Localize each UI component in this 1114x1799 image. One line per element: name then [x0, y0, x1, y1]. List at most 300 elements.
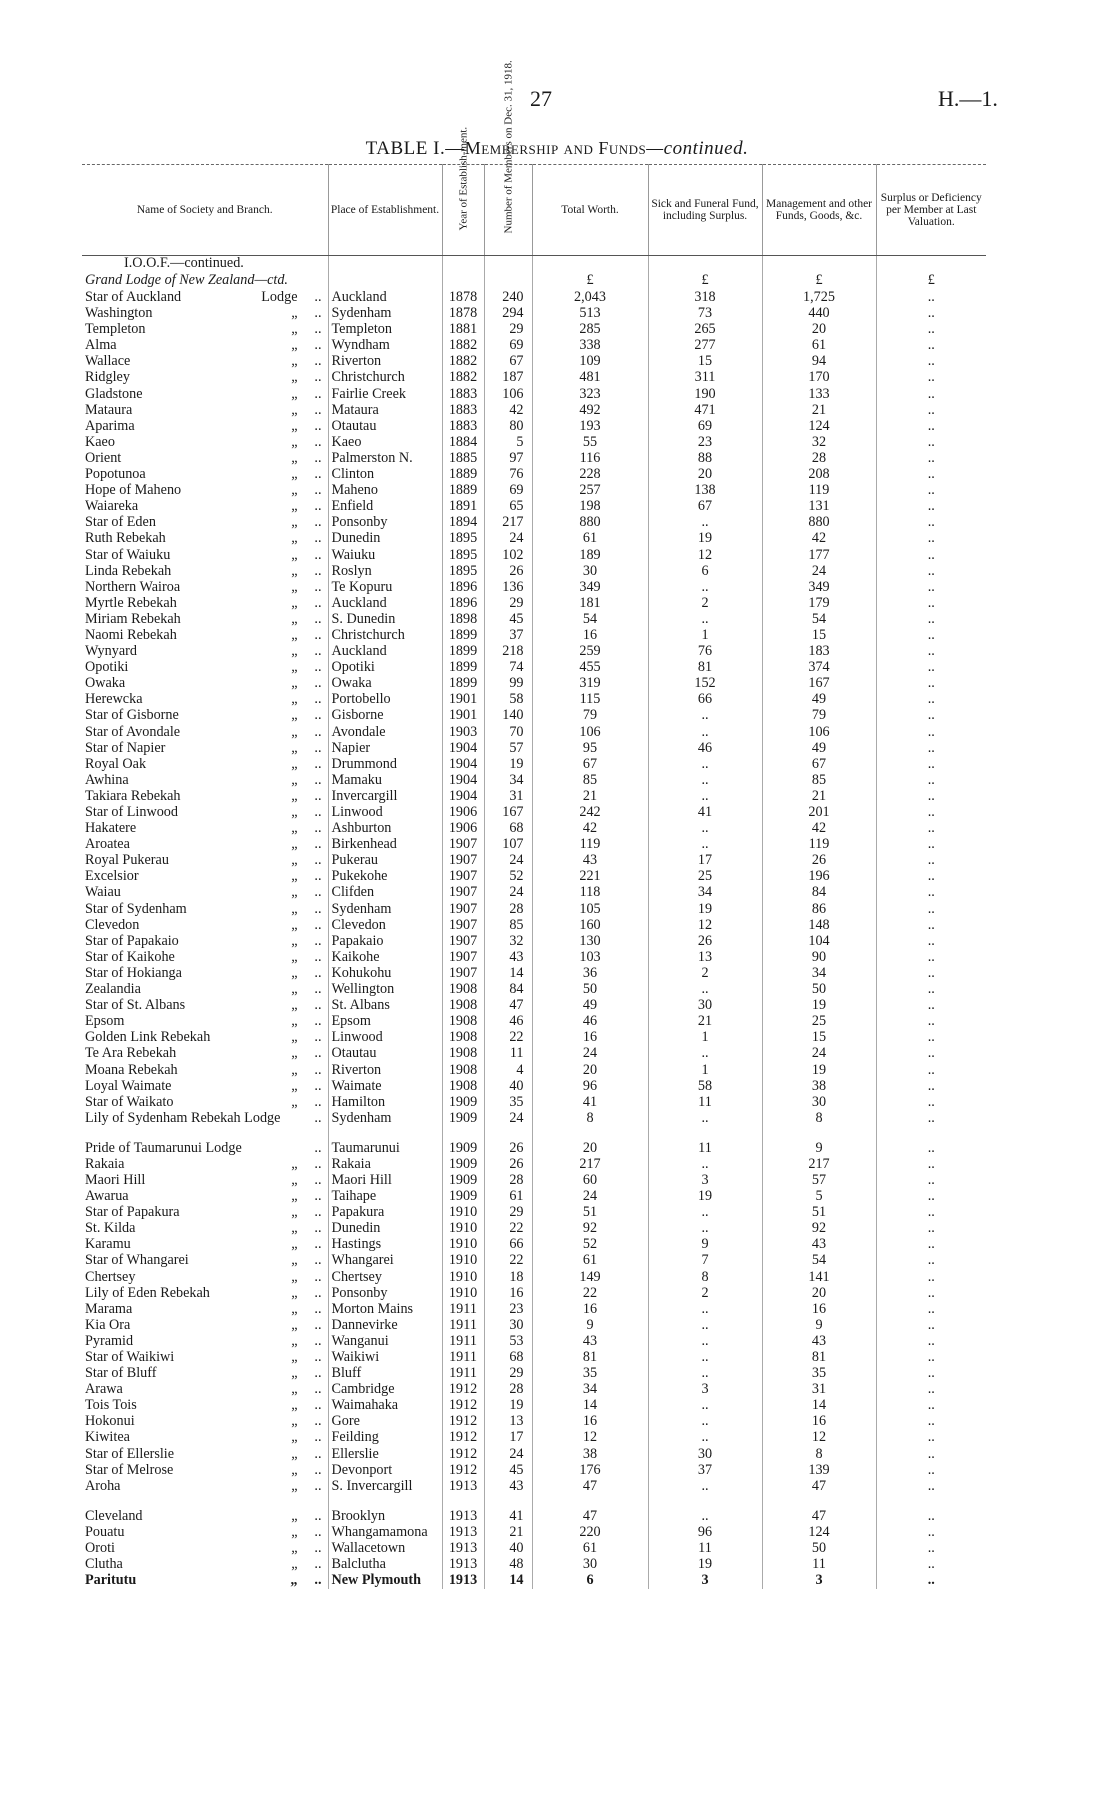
surplus-cell: ..: [876, 805, 986, 821]
sick-fund-cell: ..: [648, 515, 762, 531]
members-cell: 14: [484, 966, 532, 982]
year-cell: 1910: [442, 1270, 484, 1286]
branch-type: „: [291, 1172, 298, 1188]
branch-type: „: [291, 531, 298, 547]
surplus-cell: ..: [876, 837, 986, 853]
page-number: 27: [530, 86, 552, 111]
branch-name: Epsom: [85, 1014, 125, 1030]
place-of-establishment: Linwood: [331, 805, 383, 820]
branch-name-cell: [82, 741, 328, 757]
total-worth-cell: 21: [532, 789, 648, 805]
surplus-cell: ..: [876, 1509, 986, 1525]
members-cell: 19: [484, 757, 532, 773]
leader-dots: ..: [314, 1398, 322, 1414]
col-header-total-worth: Total Worth.: [532, 165, 648, 256]
surplus-cell: ..: [876, 741, 986, 757]
branch-name: Rakaia: [85, 1156, 125, 1172]
place-of-establishment: Te Kopuru: [331, 579, 393, 595]
table-row: [82, 1447, 986, 1463]
surplus-cell: ..: [876, 515, 986, 531]
management-cell: 12: [762, 1430, 876, 1446]
year-cell: 1910: [442, 1253, 484, 1269]
leader-dots: ..: [314, 434, 322, 450]
branch-name-cell: [82, 1509, 328, 1525]
leader-dots: ..: [314, 467, 322, 483]
table-row: [82, 338, 986, 354]
management-cell: 20: [762, 1286, 876, 1302]
branch-name: Marama: [85, 1301, 133, 1317]
branch-name: Golden Link Rebekah: [85, 1030, 211, 1046]
year-cell: 1910: [442, 1221, 484, 1237]
branch-name: Te Ara Rebekah: [85, 1046, 177, 1062]
branch-name: Star of Eden: [85, 515, 156, 531]
place-of-establishment: Fairlie Creek: [331, 386, 406, 402]
total-worth-cell: 9: [532, 1318, 648, 1334]
place-cell: [328, 1541, 442, 1557]
branch-type: „: [291, 579, 298, 595]
branch-type: „: [291, 998, 298, 1014]
year-cell: 1913: [442, 1525, 484, 1541]
table-row: [82, 934, 986, 950]
members-cell: 16: [484, 1286, 532, 1302]
table-row: [82, 1463, 986, 1479]
sick-fund-cell: 11: [648, 1541, 762, 1557]
branch-type: „: [291, 1189, 298, 1205]
place-cell: [328, 725, 442, 741]
branch-name: Gladstone: [85, 386, 143, 402]
branch-name-cell: [82, 1014, 328, 1030]
branch-name-cell: [82, 1525, 328, 1541]
branch-name-cell: [82, 1157, 328, 1173]
branch-name-cell: [82, 1286, 328, 1302]
branch-name-cell: [82, 773, 328, 789]
place-cell: [328, 1525, 442, 1541]
place-cell: [328, 1286, 442, 1302]
management-cell: 24: [762, 1046, 876, 1062]
table-row: [82, 982, 986, 998]
leader-dots: ..: [314, 1382, 322, 1398]
leader-dots: ..: [314, 1524, 322, 1540]
place-cell: [328, 1063, 442, 1079]
table-row: [82, 1173, 986, 1189]
place-cell: [328, 290, 442, 306]
branch-name: Star of Ellerslie: [85, 1446, 175, 1462]
management-cell: 9: [762, 1318, 876, 1334]
place-of-establishment: Kaeo: [331, 434, 362, 450]
sick-fund-cell: ..: [648, 1414, 762, 1430]
branch-type: „: [291, 982, 298, 998]
surplus-cell: ..: [876, 1350, 986, 1366]
year-cell: 1907: [442, 934, 484, 950]
management-cell: 21: [762, 789, 876, 805]
place-of-establishment: Auckland: [331, 595, 387, 611]
sick-fund-cell: 58: [648, 1079, 762, 1095]
surplus-cell: ..: [876, 531, 986, 547]
management-cell: 50: [762, 982, 876, 998]
branch-type: „: [291, 1078, 298, 1094]
place-of-establishment: Papakura: [331, 1205, 385, 1221]
branch-name-cell: [82, 1205, 328, 1221]
branch-type: „: [291, 1462, 298, 1478]
branch-type: „: [291, 949, 298, 965]
leader-dots: ..: [314, 1285, 322, 1301]
management-cell: 19: [762, 998, 876, 1014]
leader-dots: ..: [314, 579, 322, 595]
branch-type: „: [291, 1301, 298, 1317]
leader-dots: ..: [314, 386, 322, 402]
place-cell: [328, 628, 442, 644]
total-worth-cell: 12: [532, 1430, 648, 1446]
surplus-cell: ..: [876, 966, 986, 982]
place-cell: [328, 403, 442, 419]
branch-type: „: [291, 1398, 298, 1414]
place-cell: [328, 660, 442, 676]
table-row: [82, 1253, 986, 1269]
leader-dots: ..: [314, 660, 322, 676]
year-cell: 1908: [442, 1079, 484, 1095]
members-cell: 136: [484, 580, 532, 596]
leader-dots: ..: [314, 676, 322, 692]
branch-name-cell: [82, 435, 328, 451]
members-cell: 30: [484, 1318, 532, 1334]
branch-name-cell: [82, 676, 328, 692]
total-worth-cell: 95: [532, 741, 648, 757]
total-worth-cell: 43: [532, 853, 648, 869]
year-cell: 1910: [442, 1237, 484, 1253]
leader-dots: ..: [314, 1030, 322, 1046]
surplus-cell: ..: [876, 789, 986, 805]
leader-dots: ..: [314, 1014, 322, 1030]
place-cell: [328, 741, 442, 757]
place-cell: [328, 934, 442, 950]
surplus-cell: ..: [876, 1095, 986, 1111]
members-cell: 22: [484, 1221, 532, 1237]
year-cell: 1898: [442, 612, 484, 628]
table-row: [82, 1157, 986, 1173]
table-row: [82, 1479, 986, 1509]
table-row: [82, 837, 986, 853]
members-cell: 4: [484, 1063, 532, 1079]
year-cell: 1891: [442, 499, 484, 515]
members-cell: 29: [484, 596, 532, 612]
leader-dots: ..: [314, 821, 322, 837]
members-cell: 26: [484, 1141, 532, 1157]
branch-type: „: [291, 1253, 298, 1269]
surplus-cell: ..: [876, 885, 986, 901]
total-worth-cell: 492: [532, 403, 648, 419]
year-cell: 1907: [442, 869, 484, 885]
table-row: [82, 1205, 986, 1221]
place-cell: [328, 564, 442, 580]
place-cell: [328, 998, 442, 1014]
year-cell: 1889: [442, 483, 484, 499]
members-cell: 47: [484, 998, 532, 1014]
leader-dots: ..: [314, 370, 322, 386]
branch-name-cell: [82, 982, 328, 998]
total-worth-cell: 30: [532, 1557, 648, 1573]
place-of-establishment: Ashburton: [331, 821, 392, 837]
place-of-establishment: Palmerston N.: [331, 450, 413, 466]
members-cell: 26: [484, 1157, 532, 1173]
members-cell: 37: [484, 628, 532, 644]
branch-name-cell: [82, 467, 328, 483]
leader-dots: ..: [314, 853, 322, 869]
place-cell: [328, 1350, 442, 1366]
sick-fund-cell: ..: [648, 708, 762, 724]
total-worth-cell: 24: [532, 1189, 648, 1205]
table-row: [82, 805, 986, 821]
sick-fund-cell: 265: [648, 322, 762, 338]
place-of-establishment: Roslyn: [331, 563, 372, 579]
table-row: [82, 515, 986, 531]
management-cell: 196: [762, 869, 876, 885]
surplus-cell: ..: [876, 1463, 986, 1479]
year-cell: 1899: [442, 644, 484, 660]
place-of-establishment: Ponsonby: [331, 515, 388, 531]
total-worth-cell: 16: [532, 1414, 648, 1430]
table-row: [82, 757, 986, 773]
table-row: [82, 1237, 986, 1253]
year-cell: 1882: [442, 354, 484, 370]
branch-name-cell: [82, 966, 328, 982]
leader-dots: ..: [314, 1205, 322, 1221]
branch-type: „: [291, 708, 298, 724]
total-worth-cell: 116: [532, 451, 648, 467]
place-cell: [328, 676, 442, 692]
surplus-cell: ..: [876, 1141, 986, 1157]
year-cell: 1910: [442, 1205, 484, 1221]
table-row: [82, 1382, 986, 1398]
branch-name-cell: [82, 1111, 328, 1141]
sick-fund-cell: 20: [648, 467, 762, 483]
place-cell: [328, 1430, 442, 1446]
branch-type: „: [291, 1205, 298, 1221]
members-cell: 23: [484, 1302, 532, 1318]
year-cell: 1912: [442, 1414, 484, 1430]
sick-fund-cell: 13: [648, 950, 762, 966]
branch-name: Kaeo: [85, 434, 115, 450]
branch-type: „: [291, 869, 298, 885]
sick-fund-cell: ..: [648, 982, 762, 998]
sick-fund-cell: 19: [648, 531, 762, 547]
table-row: [82, 1141, 986, 1157]
leader-dots: ..: [314, 869, 322, 885]
year-cell: 1913: [442, 1479, 484, 1509]
year-cell: 1889: [442, 467, 484, 483]
currency-surplus: £: [876, 273, 986, 290]
place-cell: [328, 821, 442, 837]
management-cell: 349: [762, 580, 876, 596]
management-cell: 104: [762, 934, 876, 950]
members-cell: 22: [484, 1253, 532, 1269]
branch-type: „: [291, 1414, 298, 1430]
surplus-cell: ..: [876, 998, 986, 1014]
sick-fund-cell: 277: [648, 338, 762, 354]
sick-fund-cell: 66: [648, 692, 762, 708]
surplus-cell: ..: [876, 387, 986, 403]
total-worth-cell: 41: [532, 1095, 648, 1111]
branch-name-cell: [82, 1270, 328, 1286]
branch-type: „: [291, 1350, 298, 1365]
branch-name: Ridgley: [85, 370, 130, 386]
branch-name: Pyramid: [85, 1333, 134, 1349]
table-row: [82, 467, 986, 483]
members-cell: 11: [484, 1046, 532, 1062]
place-cell: [328, 1189, 442, 1205]
members-cell: 218: [484, 644, 532, 660]
year-cell: 1895: [442, 531, 484, 547]
branch-name-cell: [82, 580, 328, 596]
place-of-establishment: Clifden: [331, 885, 375, 901]
surplus-cell: ..: [876, 499, 986, 515]
total-worth-cell: 115: [532, 692, 648, 708]
place-cell: [328, 773, 442, 789]
branch-name-cell: [82, 531, 328, 547]
management-cell: 86: [762, 902, 876, 918]
leader-dots: ..: [314, 418, 322, 434]
place-of-establishment: Portobello: [331, 692, 391, 708]
management-cell: 201: [762, 805, 876, 821]
col-header-members: Number of Members on Dec. 31, 1918.: [484, 165, 532, 256]
branch-type: „: [291, 1366, 298, 1382]
table-row: [82, 370, 986, 386]
year-cell: 1912: [442, 1382, 484, 1398]
table-row: [82, 596, 986, 612]
branch-type: „: [291, 1446, 298, 1462]
sick-fund-cell: 41: [648, 805, 762, 821]
total-worth-cell: 217: [532, 1157, 648, 1173]
management-cell: 139: [762, 1463, 876, 1479]
sick-fund-cell: ..: [648, 580, 762, 596]
year-cell: 1885: [442, 451, 484, 467]
branch-type: „: [291, 644, 298, 660]
year-cell: 1895: [442, 548, 484, 564]
total-worth-cell: 130: [532, 934, 648, 950]
branch-name-cell: [82, 564, 328, 580]
table-row: [82, 354, 986, 370]
leader-dots: ..: [314, 933, 322, 949]
place-of-establishment: Waikiwi: [331, 1350, 380, 1365]
leader-dots: ..: [314, 1414, 322, 1430]
leader-dots: ..: [314, 1573, 322, 1589]
total-worth-cell: 61: [532, 531, 648, 547]
members-cell: 107: [484, 837, 532, 853]
place-cell: [328, 548, 442, 564]
place-of-establishment: Morton Mains: [331, 1301, 414, 1317]
surplus-cell: ..: [876, 403, 986, 419]
surplus-cell: ..: [876, 306, 986, 322]
branch-name: Owaka: [85, 676, 126, 692]
place-of-establishment: Hastings: [331, 1237, 382, 1253]
header-row: [82, 165, 986, 256]
place-cell: [328, 1141, 442, 1157]
place-cell: [328, 1573, 442, 1589]
sick-fund-cell: 34: [648, 885, 762, 901]
branch-name: Lily of Eden Rebekah: [85, 1285, 210, 1301]
year-cell: 1908: [442, 1046, 484, 1062]
members-cell: 69: [484, 338, 532, 354]
branch-name: Royal Pukerau: [85, 853, 169, 869]
surplus-cell: ..: [876, 1479, 986, 1509]
place-of-establishment: Otautau: [331, 1046, 377, 1062]
management-cell: 24: [762, 564, 876, 580]
place-cell: [328, 1447, 442, 1463]
branch-type: „: [291, 1430, 298, 1446]
branch-name-cell: [82, 370, 328, 386]
members-cell: 102: [484, 548, 532, 564]
place-cell: [328, 837, 442, 853]
sick-fund-cell: 152: [648, 676, 762, 692]
branch-name-cell: [82, 1173, 328, 1189]
place-of-establishment: Drummond: [331, 756, 397, 772]
members-cell: 58: [484, 692, 532, 708]
members-cell: 22: [484, 1030, 532, 1046]
branch-name: Chertsey: [85, 1269, 136, 1285]
members-cell: 80: [484, 419, 532, 435]
table-row: [82, 1063, 986, 1079]
sick-fund-cell: 9: [648, 1237, 762, 1253]
total-worth-cell: 36: [532, 966, 648, 982]
year-cell: 1909: [442, 1157, 484, 1173]
year-cell: 1911: [442, 1334, 484, 1350]
sick-fund-cell: ..: [648, 1350, 762, 1366]
sick-fund-cell: 46: [648, 741, 762, 757]
year-cell: 1911: [442, 1350, 484, 1366]
surplus-cell: ..: [876, 1270, 986, 1286]
surplus-cell: ..: [876, 1063, 986, 1079]
total-worth-cell: 55: [532, 435, 648, 451]
leader-dots: ..: [314, 338, 322, 354]
surplus-cell: ..: [876, 1430, 986, 1446]
sick-fund-cell: 2: [648, 1286, 762, 1302]
branch-name-cell: [82, 483, 328, 499]
table-row: [82, 580, 986, 596]
leader-dots: ..: [314, 1430, 322, 1446]
total-worth-cell: 30: [532, 564, 648, 580]
table-row: [82, 1270, 986, 1286]
total-worth-cell: 198: [532, 499, 648, 515]
branch-name-cell: [82, 1253, 328, 1269]
branch-type: „: [291, 1285, 298, 1301]
place-of-establishment: Birkenhead: [331, 837, 397, 853]
place-of-establishment: Whangarei: [331, 1253, 394, 1269]
members-cell: 40: [484, 1079, 532, 1095]
branch-type: „: [291, 499, 298, 515]
place-of-establishment: Riverton: [331, 354, 382, 370]
table-row: [82, 918, 986, 934]
year-cell: 1882: [442, 370, 484, 386]
year-cell: 1883: [442, 387, 484, 403]
surplus-cell: ..: [876, 564, 986, 580]
sick-fund-cell: 8: [648, 1270, 762, 1286]
table-row: [82, 1030, 986, 1046]
branch-type: „: [291, 901, 298, 917]
table-row: [82, 853, 986, 869]
members-cell: 52: [484, 869, 532, 885]
year-cell: 1909: [442, 1111, 484, 1141]
surplus-cell: ..: [876, 708, 986, 724]
sick-fund-cell: 96: [648, 1525, 762, 1541]
branch-name-cell: [82, 757, 328, 773]
table-row: [82, 789, 986, 805]
table-row: [82, 1509, 986, 1525]
place-cell: [328, 1463, 442, 1479]
surplus-cell: ..: [876, 1398, 986, 1414]
table-row: [82, 1014, 986, 1030]
place-of-establishment: Templeton: [331, 322, 392, 338]
total-worth-cell: 319: [532, 676, 648, 692]
total-worth-cell: 47: [532, 1479, 648, 1509]
